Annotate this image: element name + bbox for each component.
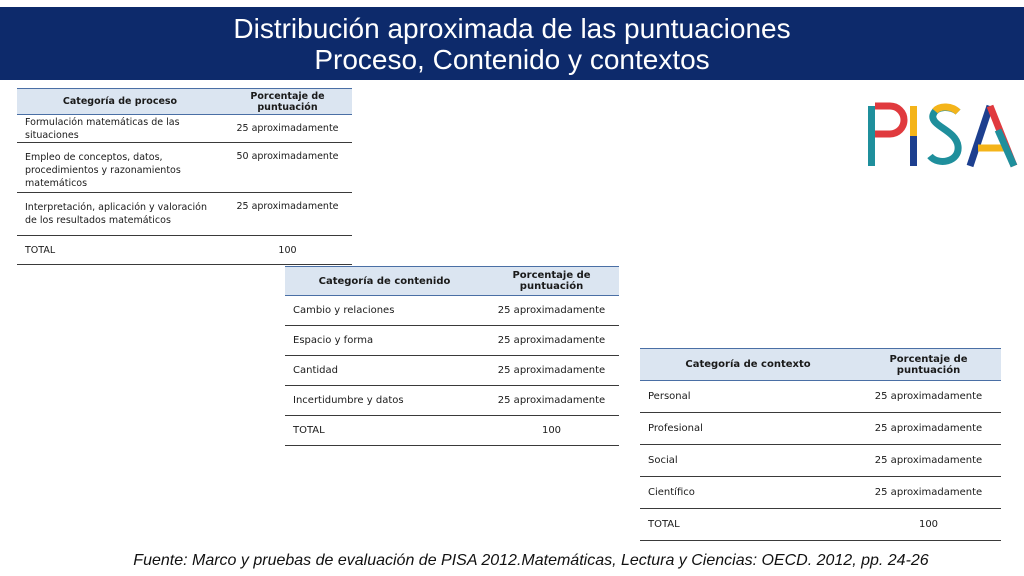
table-row xyxy=(640,381,1001,413)
pisa-logo xyxy=(866,100,1020,170)
table-row xyxy=(640,477,1001,509)
context-category: Personal xyxy=(640,381,856,413)
context-category: Científico xyxy=(640,477,856,509)
process-total-value: 100 xyxy=(223,236,352,265)
content-category: Espacio y forma xyxy=(285,326,484,356)
content-percentage: 25 aproximadamente xyxy=(484,356,619,386)
process-table-header-percentage: Porcentaje de puntuación xyxy=(223,89,352,115)
context-percentage: 25 aproximadamente xyxy=(856,413,1001,445)
context-percentage: 25 aproximadamente xyxy=(856,381,1001,413)
source-citation: Fuente: Marco y pruebas de evaluación de PISA 2012.Matemáticas, Lectura y Ciencias: OECD. 2012, pp. 24-26 xyxy=(133,552,929,569)
context-category: Social xyxy=(640,445,856,477)
content-percentage: 25 aproximadamente xyxy=(484,326,619,356)
content-table-header-percentage: Porcentaje de puntuación xyxy=(484,267,619,296)
content-percentage: 25 aproximadamente xyxy=(484,296,619,326)
table-row xyxy=(285,296,619,326)
process-table-header-category: Categoría de proceso xyxy=(17,89,223,115)
title-line-1: Distribución aproximada de las puntuaciones xyxy=(233,13,791,44)
context-table xyxy=(640,348,1001,541)
table-row xyxy=(640,445,1001,477)
context-total-label: TOTAL xyxy=(640,509,856,541)
content-total-label: TOTAL xyxy=(285,416,484,446)
process-total-label: TOTAL xyxy=(17,236,223,265)
table-row xyxy=(285,386,619,416)
content-category: Cambio y relaciones xyxy=(285,296,484,326)
context-table-header-percentage: Porcentaje de puntuación xyxy=(856,349,1001,381)
table-row xyxy=(17,115,352,143)
table-row-total xyxy=(17,236,352,265)
table-row-total xyxy=(285,416,619,446)
table-row xyxy=(285,356,619,386)
context-percentage: 25 aproximadamente xyxy=(856,445,1001,477)
context-category: Profesional xyxy=(640,413,856,445)
context-total-value: 100 xyxy=(856,509,1001,541)
content-table-header xyxy=(285,267,619,296)
context-percentage: 25 aproximadamente xyxy=(856,477,1001,509)
context-table-header xyxy=(640,349,1001,381)
process-table-header xyxy=(17,89,352,115)
table-row xyxy=(640,413,1001,445)
table-row xyxy=(17,193,352,236)
content-table-header-category: Categoría de contenido xyxy=(285,267,484,296)
content-total-value: 100 xyxy=(484,416,619,446)
process-category: Interpretación, aplicación y valoración de los resultados matemáticos xyxy=(17,193,223,236)
process-percentage: 25 aproximadamente xyxy=(223,193,352,236)
process-category: Formulación matemáticas de las situaciones xyxy=(17,115,223,143)
content-percentage: 25 aproximadamente xyxy=(484,386,619,416)
process-table xyxy=(17,88,352,265)
content-category: Cantidad xyxy=(285,356,484,386)
process-percentage: 25 aproximadamente xyxy=(223,115,352,143)
table-row-total xyxy=(640,509,1001,541)
content-category: Incertidumbre y datos xyxy=(285,386,484,416)
title-bar xyxy=(0,7,1024,80)
content-table xyxy=(285,266,619,446)
context-table-header-category: Categoría de contexto xyxy=(640,349,856,381)
title-line-2: Proceso, Contenido y contextos xyxy=(314,44,710,75)
table-row xyxy=(17,143,352,193)
table-row xyxy=(285,326,619,356)
process-percentage: 50 aproximadamente xyxy=(223,143,352,193)
process-category: Empleo de conceptos, datos, procedimientos y razonamientos matemáticos xyxy=(17,143,223,193)
